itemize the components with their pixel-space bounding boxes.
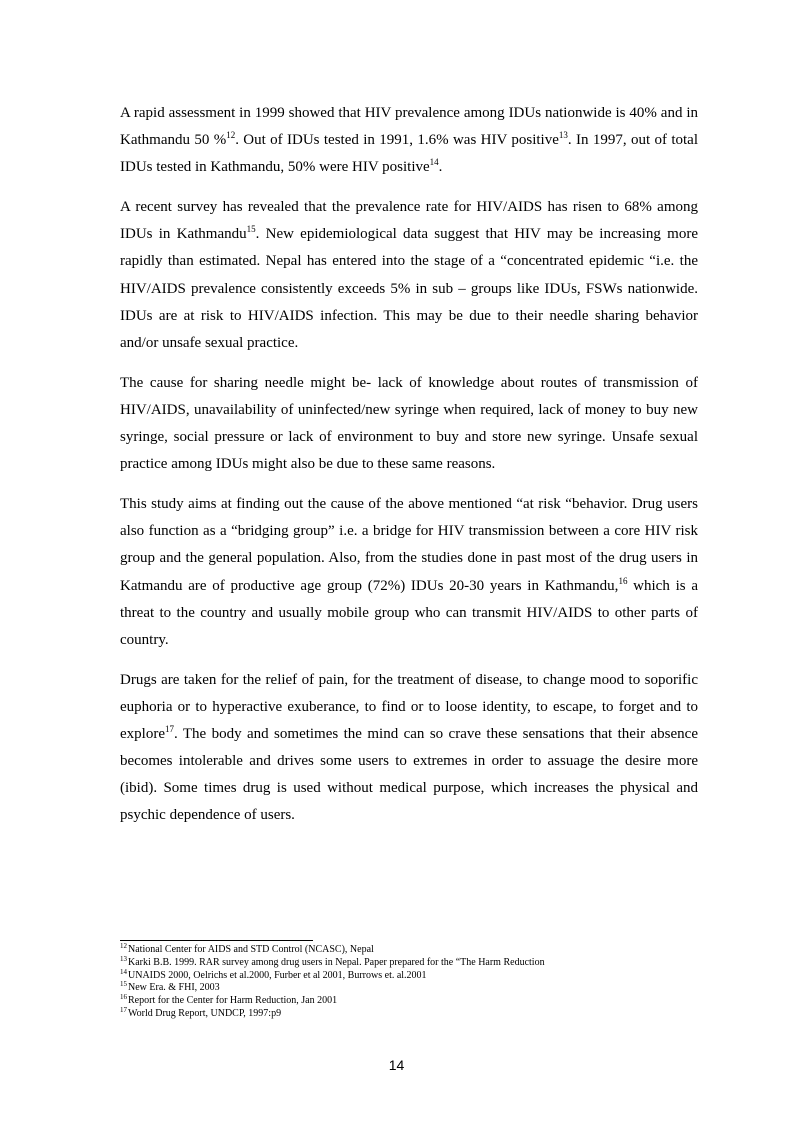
paragraph-text: . The body and sometimes the mind can so crave these sensations that their absence becomes intolerable and drives some users to extremes in order to assuage the desire more (ibid). Some times drug is used without medical purpose, which increases the physical and psychic dependence of users.: [120, 725, 698, 824]
footnote-number: 15: [120, 980, 127, 989]
footnote-text: World Drug Report, UNDCP, 1997:p9: [128, 1007, 282, 1019]
footnote-ref: 16: [618, 575, 628, 586]
footnote: [120, 982, 698, 995]
footnote-text: Report for the Center for Harm Reduction, Jan 2001: [128, 995, 338, 1007]
page-number: 14: [388, 1057, 405, 1073]
footnote-number: 16: [120, 993, 127, 1002]
paragraph-text: Drugs are taken for the relief of pain, for the treatment of disease, to change mood to soporific euphoria or to hyperactive exuberance, to find or to loose identity, to escape, to forget and to explore: [120, 671, 698, 742]
footnote-text: Karki B.B. 1999. RAR survey among drug users in Nepal. Paper prepared for the “The Harm Reduction: [128, 956, 545, 968]
footnote: [120, 944, 698, 957]
paragraph-text: The cause for sharing needle might be- lack of knowledge about routes of transmission of HIV/AIDS, unavailability of uninfected/new syringe when required, lack of money to buy new syringe, social pressure or lack of environment to buy and store new syringe. Unsafe sexual practice among IDUs might also be due to these same reasons.: [120, 374, 698, 473]
footnote-ref: 15: [246, 224, 256, 235]
paragraph-text: . In 1997, out of total IDUs tested in Kathmandu, 50% were HIV positive: [120, 132, 698, 176]
footnote-separator: [120, 940, 313, 941]
footnote-ref: 14: [429, 157, 439, 168]
paragraph: [120, 100, 698, 181]
paragraph-text: . New epidemiological data suggest that HIV may be increasing more rapidly than estimated. Nepal has entered into the stage of a “concentrated epidemic “i.e. the HIV/AIDS prevalence consistently exceeds 5% in sub – groups like IDUs, FSWs nationwide. IDUs are at risk to HIV/AIDS infection. This may be due to their needle sharing behavior and/or unsafe sexual practice.: [120, 226, 698, 351]
footnote-ref: 13: [558, 130, 568, 141]
paragraph-text: which is a threat to the country and usually mobile group who can transmit HIV/AIDS to other parts of country.: [120, 577, 698, 648]
footnote-number: 13: [120, 954, 127, 963]
paragraph-text: .: [438, 159, 443, 176]
footnotes-section: [120, 940, 698, 1021]
paragraph-text: This study aims at finding out the cause of the above mentioned “at risk “behavior. Drug users also function as a “bridging group” i.e. a bridge for HIV transmission between a core HIV risk group and the general population. Also, from the studies done in past most of the drug users in Katmandu are of productive age group (72%) IDUs 20-30 years in Kathmandu,: [120, 496, 698, 594]
footnote: [120, 967, 698, 983]
footnote-list: [120, 944, 698, 1021]
footnote-number: 12: [120, 942, 127, 950]
footnote-ref: 17: [164, 723, 174, 734]
footnote-number: 17: [120, 1005, 127, 1014]
footnote-text: New Era. & FHI, 2003: [128, 982, 220, 994]
body-text: [120, 100, 698, 842]
footnote: [120, 1005, 698, 1021]
footnote: [120, 954, 698, 970]
footnote-text: UNAIDS 2000, Oelrichs et al.2000, Furber et al 2001, Burrows et. al.2001: [128, 969, 427, 981]
paragraph: [120, 491, 698, 654]
footnote-text: National Center for AIDS and STD Control (NCASC), Nepal: [128, 944, 374, 955]
paragraph: [120, 370, 698, 478]
paragraph: [120, 667, 698, 830]
footnote-number: 14: [120, 967, 127, 976]
footnote: [120, 995, 698, 1008]
paragraph: [120, 194, 698, 357]
paragraph-text: A recent survey has revealed that the prevalence rate for HIV/AIDS has risen to 68% among IDUs in Kathmandu: [120, 199, 698, 243]
paragraph-text: A rapid assessment in 1999 showed that HIV prevalence among IDUs nationwide is 40% and in Kathmandu 50 %: [120, 105, 698, 149]
paragraph-text: . Out of IDUs tested in 1991, 1.6% was HIV positive: [235, 132, 559, 149]
footnote-ref: 12: [226, 130, 236, 141]
